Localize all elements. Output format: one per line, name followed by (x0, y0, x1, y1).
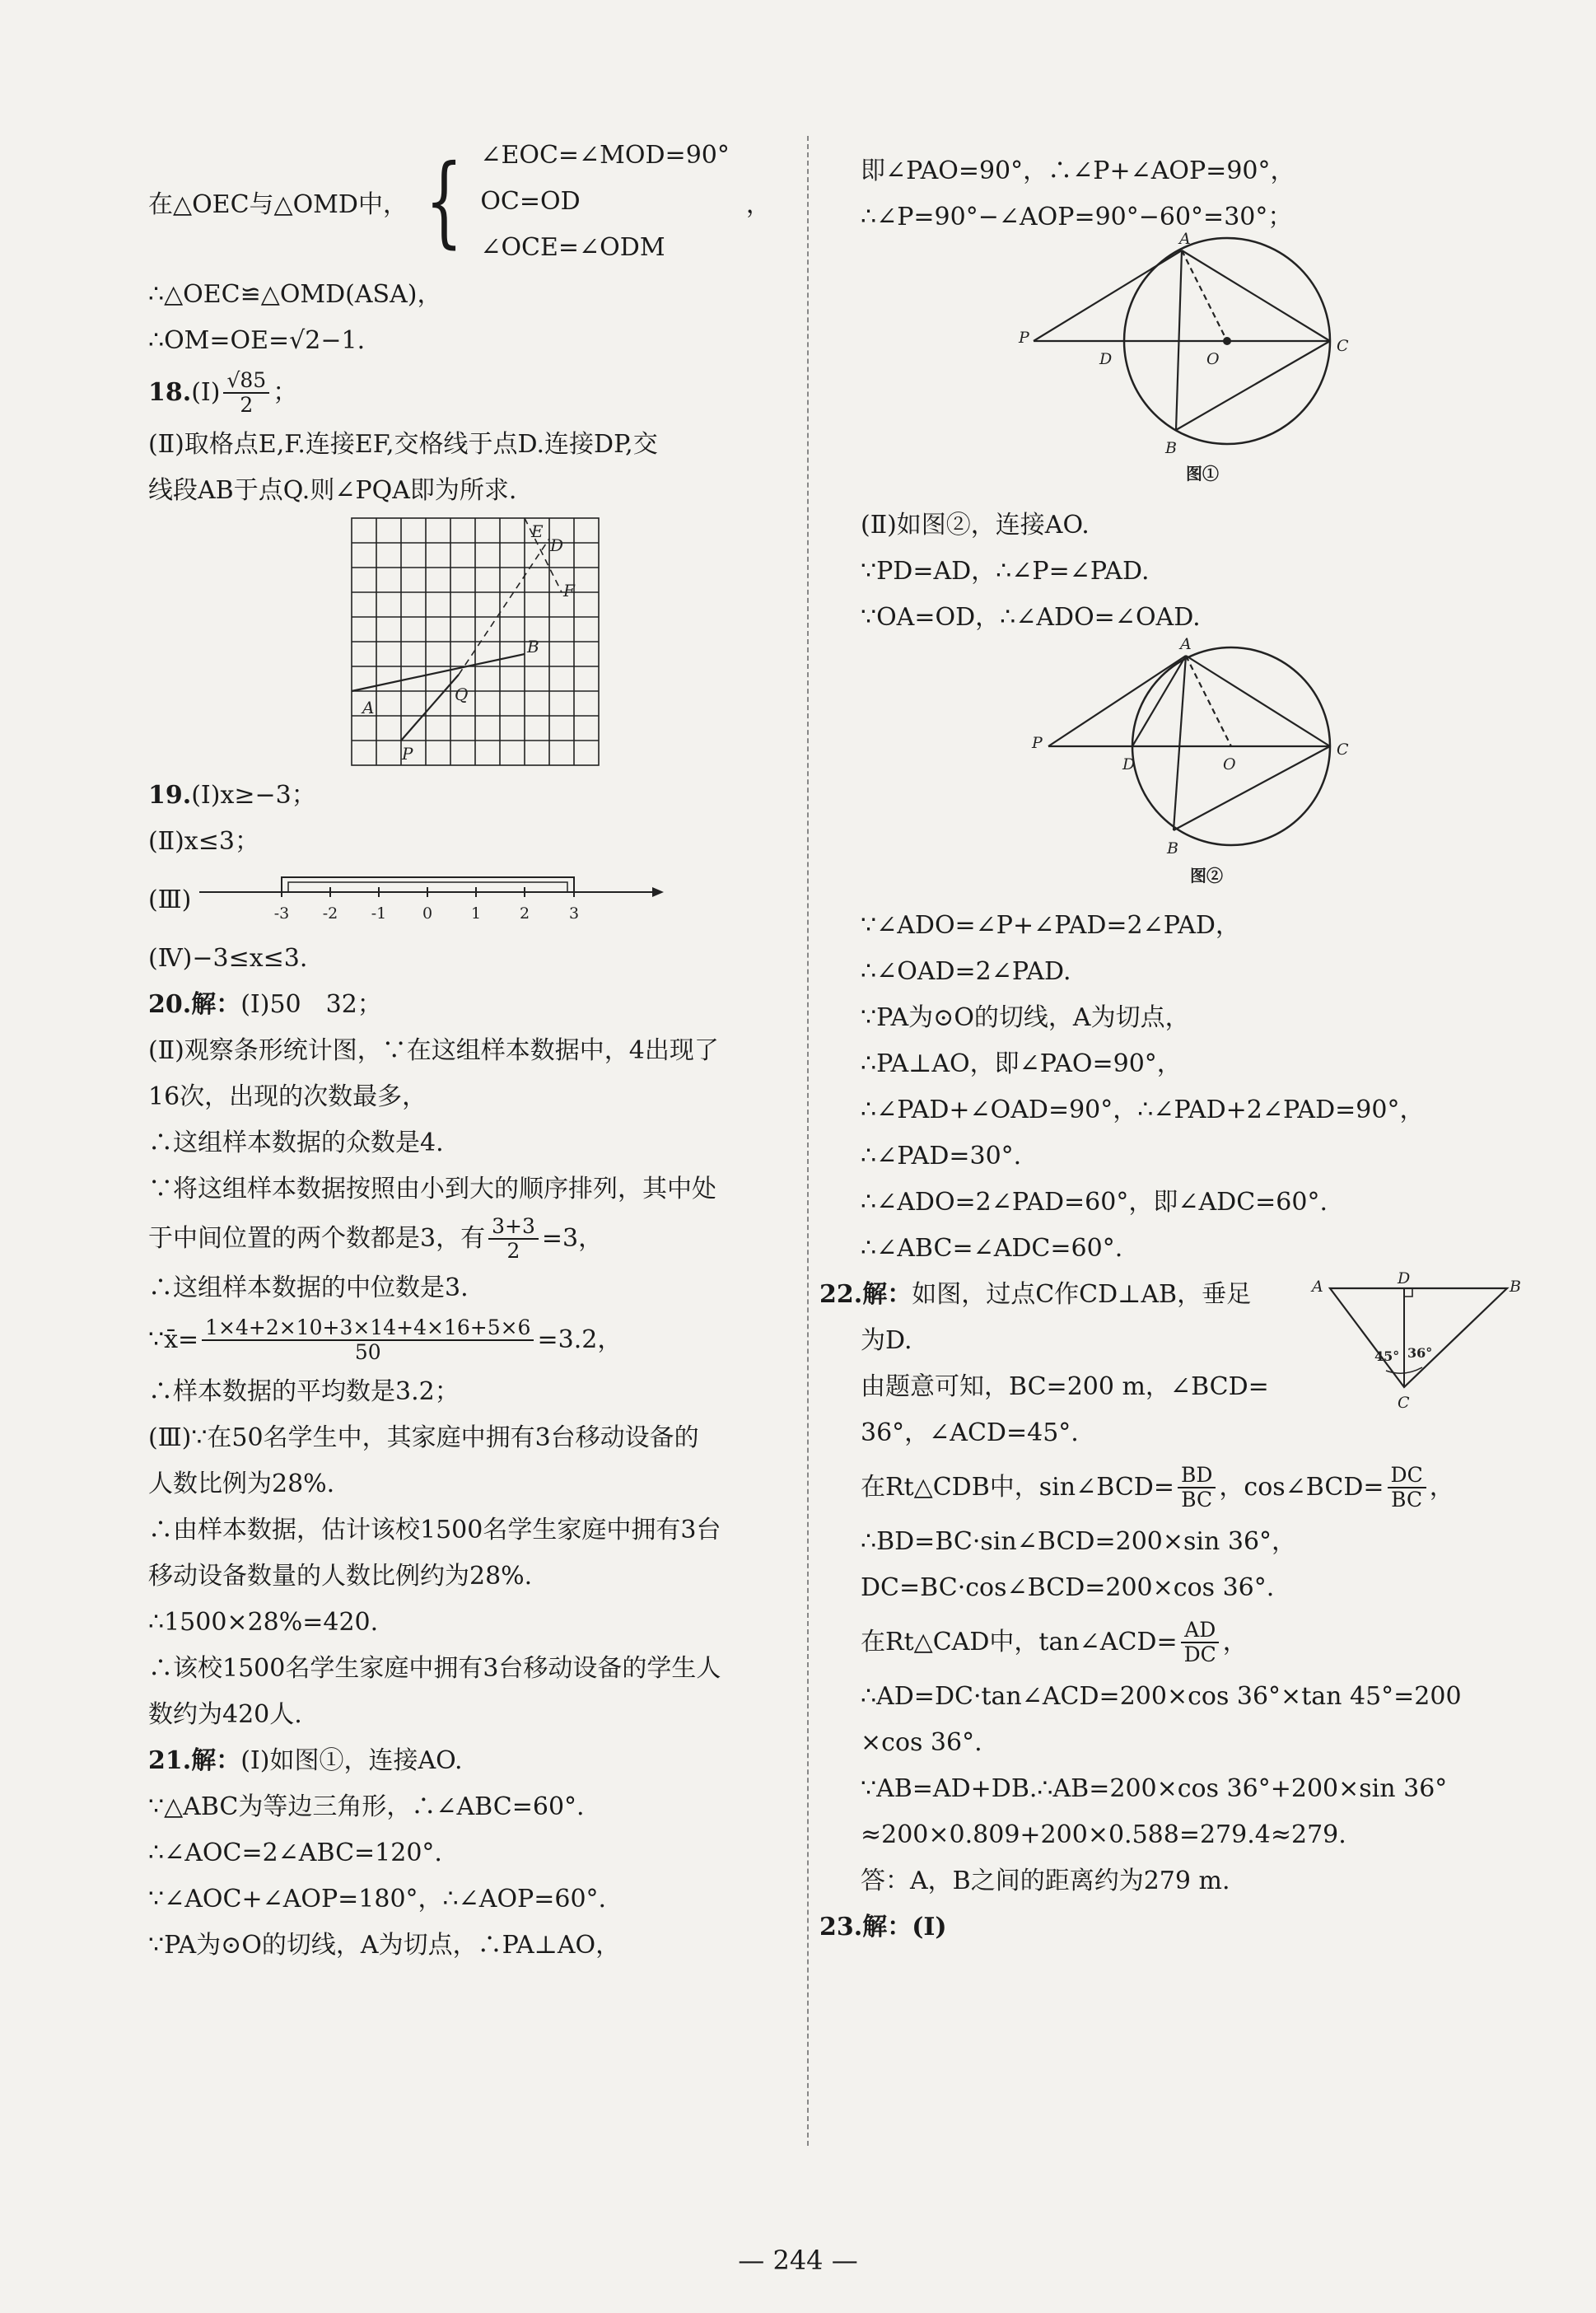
segment-BC (1176, 341, 1330, 430)
text-line: 人数比例为28%. (148, 1470, 335, 1498)
brace-tail: ， (745, 190, 771, 219)
text-line: (Ⅱ)取格点E,F.连接EF,交格线于点D.连接DP,交 (148, 430, 658, 459)
label-O: O (1223, 755, 1236, 773)
grid-figure (148, 514, 807, 769)
segment-PA (1034, 250, 1182, 341)
label-F: F (563, 581, 575, 600)
text-line: 答：A，B之间的距离约为279 m. (861, 1867, 1230, 1895)
label-A: A (362, 698, 375, 717)
label-O: O (1206, 350, 1220, 368)
text-line: ∴∠OAD=2∠PAD. (861, 957, 1071, 986)
label-P: P (1032, 734, 1043, 752)
tick-label: -3 (274, 904, 290, 923)
text-line: DC=BC·cos∠BCD=200×cos 36°. (861, 1573, 1275, 1602)
brace-symbol: { (425, 144, 464, 259)
sin-cos-line (861, 1456, 1503, 1519)
text-line: ∴OM=OE=√2−1. (148, 326, 366, 355)
text-line: ∵∠AOC+∠AOP=180°，∴∠AOP=60°. (148, 1885, 607, 1913)
text-line: ∴△OEC≌△OMD(ASA)， (148, 280, 442, 309)
triangle-ABC (1330, 1288, 1507, 1387)
segment-PA (1048, 656, 1186, 746)
text: 于中间位置的两个数都是3，有 (148, 1224, 486, 1253)
right-angle-mark (1404, 1288, 1412, 1297)
median-line (148, 1213, 807, 1265)
text-line: ×cos 36°. (861, 1728, 982, 1757)
label-C: C (1337, 337, 1349, 355)
answer-text: (Ⅰ)x≥−3； (191, 781, 316, 810)
text-line: ∴AD=DC·tan∠ACD=200×cos 36°×tan 45°=200 (861, 1682, 1462, 1711)
fraction (223, 369, 269, 417)
tick-label: -2 (323, 904, 338, 923)
text-line: ∵PD=AD，∴∠P=∠PAD. (861, 557, 1150, 586)
text: =3.2， (537, 1325, 623, 1354)
text: 在Rt△CDB中，sin∠BCD= (861, 1473, 1174, 1502)
numerator: DC (1388, 1464, 1426, 1488)
numerator: 3+3 (488, 1215, 539, 1240)
q23-line (819, 1904, 1503, 1951)
fraction (202, 1316, 534, 1364)
solution-label: 解：(Ⅰ) (862, 1913, 947, 1942)
text-line: ∵PA为⊙O的切线，A为切点，∴PA⊥AO， (148, 1931, 621, 1960)
text-line: ∴∠PAD=30°. (861, 1142, 1022, 1171)
fraction (1178, 1464, 1216, 1512)
label-P: P (402, 744, 413, 764)
label-B: B (527, 637, 539, 657)
label-C: C (1337, 741, 1349, 759)
text-line: 由题意可知，BC=200 m，∠BCD= (861, 1372, 1269, 1401)
tan-line (861, 1611, 1503, 1674)
text-line: ∴由样本数据，估计该校1500名学生家庭中拥有3台 (148, 1516, 721, 1544)
q21-line (148, 1738, 807, 1784)
text-line: ∴样本数据的平均数是3.2； (148, 1377, 460, 1406)
solution-label: 解： (862, 1280, 912, 1309)
text-line: ∵将这组样本数据按照由小到大的顺序排列，其中处 (148, 1175, 716, 1203)
segment-BC (1174, 746, 1330, 830)
text-line: ∴该校1500名学生家庭中拥有3台移动设备的学生人 (148, 1654, 721, 1683)
page-number: — 244 — (738, 2245, 858, 2276)
text-line: (Ⅱ)观察条形统计图，∵在这组样本数据中，4出现了 (148, 1036, 719, 1065)
part-label: (Ⅰ) (191, 378, 221, 407)
fraction (488, 1215, 539, 1263)
number-line (191, 867, 685, 933)
brace-row: OC=OD (480, 187, 581, 216)
label-B: B (1167, 839, 1178, 857)
text: ， (1222, 1628, 1248, 1656)
label-B: B (1510, 1278, 1521, 1296)
triangle-figure (1289, 1269, 1521, 1445)
tick-label: 0 (422, 904, 433, 923)
text-line: 16次，出现的次数最多， (148, 1082, 427, 1111)
angle-36: 36° (1407, 1345, 1433, 1361)
left-column (148, 132, 807, 1969)
text-line: ∴BD=BC·sin∠BCD=200×sin 36°， (861, 1527, 1297, 1556)
label-D: D (1398, 1269, 1411, 1287)
q22-block (819, 1269, 1521, 1456)
grid-lines (352, 518, 599, 765)
label-C: C (1398, 1394, 1410, 1412)
text-line: 即∠PAO=90°，∴∠P+∠AOP=90°， (861, 157, 1295, 185)
text-line: ∴∠PAD+∠OAD=90°，∴∠PAD+2∠PAD=90°， (861, 1096, 1425, 1124)
tick-label: 3 (569, 904, 580, 923)
numerator: BD (1178, 1464, 1216, 1488)
label-Q: Q (455, 685, 469, 704)
text-line: ∴∠ADO=2∠PAD=60°，即∠ADC=60°. (861, 1188, 1328, 1217)
fraction (1388, 1464, 1426, 1512)
label-A: A (1312, 1278, 1323, 1296)
text: ∵x̄= (148, 1325, 199, 1354)
text-line: ∴PA⊥AO，即∠PAO=90°， (861, 1049, 1182, 1078)
axis-arrow (652, 887, 664, 897)
segment-AD (1132, 656, 1186, 746)
denominator: DC (1183, 1642, 1216, 1666)
text-line: ∵OA=OD，∴∠ADO=∠OAD. (861, 603, 1201, 632)
brace-row: ∠EOC=∠MOD=90° (480, 141, 730, 170)
denominator: 50 (354, 1340, 381, 1364)
denominator: 2 (240, 393, 254, 417)
label-D: D (1099, 350, 1113, 368)
text-line: 线段AB于点Q.则∠PQA即为所求. (148, 476, 517, 505)
question-number: 20. (148, 990, 192, 1019)
fraction (1181, 1619, 1220, 1666)
text: ， (1429, 1473, 1454, 1502)
segment-AB (352, 654, 525, 691)
tick-label: 1 (471, 904, 482, 923)
figure-caption: 图② (1190, 866, 1223, 885)
label-D: D (550, 535, 564, 555)
solution-label: 解： (191, 990, 241, 1019)
label-A: A (1179, 230, 1191, 248)
denominator: BC (1391, 1488, 1423, 1512)
text-line: (Ⅲ)∵在50名学生中，其家庭中拥有3台移动设备的 (148, 1423, 699, 1452)
text-line: ∴这组样本数据的中位数是3. (148, 1273, 469, 1302)
text-line: 36°，∠ACD=45°. (861, 1418, 1079, 1447)
answer-text: (Ⅰ)如图①，连接AO. (240, 1746, 463, 1775)
q19-line (148, 773, 807, 819)
text-line: (Ⅱ)x≤3； (148, 827, 259, 856)
right-column (819, 148, 1521, 1951)
text-line: 数约为420人. (148, 1700, 302, 1729)
text-line: ∵∠ADO=∠P+∠PAD=2∠PAD， (861, 911, 1240, 940)
label-A: A (1180, 635, 1192, 653)
segment-AB-line (1174, 656, 1186, 830)
center-dot (1223, 337, 1231, 345)
label-E: E (531, 521, 544, 541)
column-divider (807, 136, 809, 2146)
question-number: 22. (819, 1280, 863, 1309)
label-D: D (1122, 755, 1136, 773)
text: 在Rt△CAD中，tan∠ACD= (861, 1628, 1178, 1656)
text-line: ∴这组样本数据的众数是4. (148, 1128, 444, 1157)
text-line: ∴∠AOC=2∠ABC=120°. (148, 1839, 442, 1867)
numerator: 1×4+2×10+3×14+4×16+5×6 (202, 1316, 534, 1341)
text-line: ∵△ABC为等边三角形，∴∠ABC=60°. (148, 1792, 585, 1821)
punct: ； (273, 378, 298, 407)
q19-numberline-line (148, 865, 807, 936)
answer-text: (Ⅰ)50 32； (240, 990, 382, 1019)
question-number: 19. (148, 781, 192, 810)
segment-AC (1186, 656, 1330, 746)
figure-1 (861, 230, 1503, 488)
label-B: B (1165, 439, 1177, 457)
text-line: (Ⅳ)−3≤x≤3. (148, 944, 308, 973)
figure-caption: 图① (1186, 464, 1219, 484)
q18-line (148, 364, 807, 422)
congruence-intro: 在△OEC与△OMD中， (148, 190, 408, 219)
text-line: ∴∠ABC=∠ADC=60°. (861, 1234, 1123, 1263)
text-line: 为D. (861, 1326, 912, 1355)
text-line: ≈200×0.809+200×0.588=279.4≈279. (861, 1820, 1346, 1849)
question-number: 21. (148, 1746, 192, 1775)
angle-45: 45° (1374, 1348, 1400, 1364)
figure-2 (861, 635, 1503, 888)
q20-line (148, 982, 807, 1028)
answer-text: 如图，过点C作CD⊥AB，垂足 (912, 1280, 1252, 1309)
text-line: ∵PA为⊙O的切线，A为切点， (861, 1003, 1190, 1032)
tick-label: -1 (371, 904, 387, 923)
question-number: 23. (819, 1913, 863, 1942)
text-line: ∴∠P=90°−∠AOP=90°−60°=30°； (861, 203, 1293, 231)
numerator: √85 (223, 369, 269, 394)
numerator: AD (1181, 1619, 1219, 1643)
denominator: BC (1181, 1488, 1213, 1512)
congruence-system (148, 132, 807, 272)
denominator: 2 (506, 1239, 520, 1263)
label-P: P (1019, 329, 1029, 347)
tick-label: 2 (520, 904, 530, 923)
text: ，cos∠BCD= (1219, 1473, 1384, 1502)
part-label: (Ⅲ) (148, 885, 192, 914)
text-line: ∵AB=AD+DB.∴AB=200×cos 36°+200×sin 36° (861, 1774, 1448, 1803)
solution-label: 解： (191, 1746, 241, 1775)
question-number: 18. (148, 378, 192, 407)
brace-row: ∠OCE=∠ODM (480, 233, 665, 262)
mean-line (148, 1311, 807, 1369)
text-line: 移动设备数量的人数比例约为28%. (148, 1562, 533, 1591)
text-line: (Ⅱ)如图②，连接AO. (861, 511, 1090, 540)
text: =3， (541, 1224, 604, 1253)
text-line: ∴1500×28%=420. (148, 1608, 379, 1637)
